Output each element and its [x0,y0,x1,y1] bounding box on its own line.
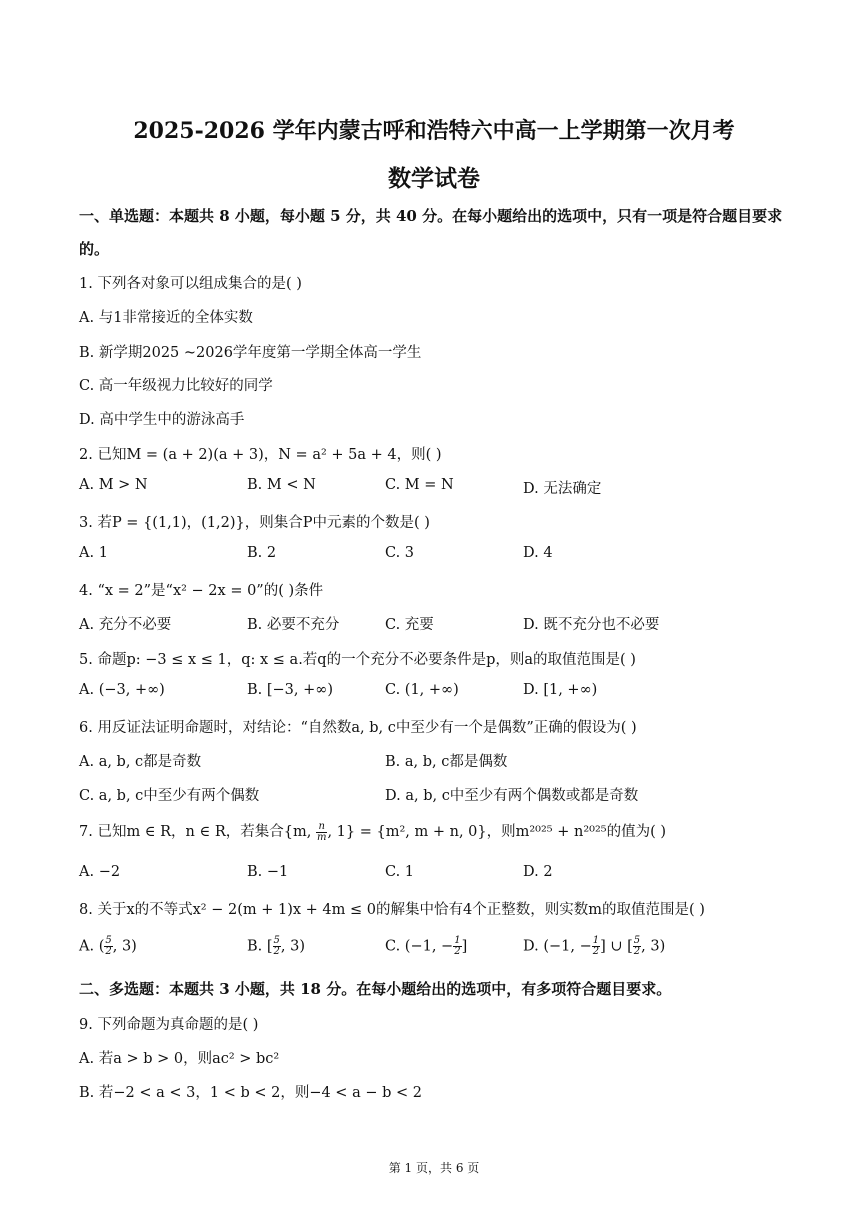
q9-option-b: B. 若−2 < a < 3，1 < b < 2，则−4 < a − b < 2 [79,1085,422,1101]
frac-num: 1 [592,935,600,946]
frac-num: 5 [105,935,112,946]
frac-num: 5 [273,935,280,946]
q1-option-d: D. 高中学生中的游泳高手 [79,412,245,428]
q5-option-c: C. (1, +∞) [385,682,459,698]
q7-frac-num: n [316,822,327,833]
section1-heading-line2: 的。 [79,240,110,258]
q9-option-a: A. 若a > b > 0，则ac² > bc² [79,1051,280,1067]
q8-stem: 8. 关于x的不等式x² − 2(m + 1)x + 4m ≤ 0的解集中恰有4个正整数，则实数m的取值范围是( ) [79,902,705,918]
q1-stem: 1. 下列各对象可以组成集合的是( ) [79,276,302,292]
q7-option-c: C. 1 [385,864,415,880]
frac-den: 2 [273,946,280,957]
frac-den: 2 [592,946,600,957]
q8-option-a [79,936,137,957]
q4-option-d: D. 既不充分也不必要 [523,617,660,633]
frac-den: 2 [105,946,112,957]
q7-option-b: B. −1 [247,864,289,880]
q3-option-a: A. 1 [79,545,108,561]
q4-option-c: C. 充要 [385,617,434,633]
q8-c-post: ] [461,938,468,955]
q1-option-a: A. 与1非常接近的全体实数 [79,310,253,326]
q8-a-pre: A. ( [79,938,105,955]
q3-option-d: D. 4 [523,545,553,561]
q4-option-b: B. 必要不充分 [247,617,340,633]
q6-option-b: B. a, b, c都是偶数 [385,754,508,770]
q4-option-a: A. 充分不必要 [79,617,172,633]
q5-stem: 5. 命题p: −3 ≤ x ≤ 1，q: x ≤ a.若q的一个充分不必要条件是p，则a的取值范围是( ) [79,652,636,668]
q7-option-d: D. 2 [523,864,553,880]
q5-option-b: B. [−3, +∞) [247,682,334,698]
q8-option-d [523,936,665,957]
q7-frac-den: m [316,831,327,843]
q3-stem: 3. 若P = {(1,1)，(1,2)}，则集合P中元素的个数是( ) [79,515,430,531]
q8-d-fraction-1 [592,936,600,957]
section2-heading: 二、多选题：本题共 3 小题，共 18 分。在每小题给出的选项中，有多项符合题目要求。 [79,980,672,998]
q8-option-c [385,936,467,957]
q6-option-a: A. a, b, c都是奇数 [79,754,202,770]
exam-title: 2025-2026 学年内蒙古呼和浩特六中高一上学期第一次月考 [133,118,735,144]
q8-d-pre: D. (−1, − [523,938,592,955]
q2-option-a: A. M > N [79,477,148,493]
exam-subtitle: 数学试卷 [388,165,480,192]
frac-den: 2 [454,946,461,957]
frac-num: 1 [454,935,461,946]
q2-option-c: C. M = N [385,477,454,493]
q1-option-c: C. 高一年级视力比较好的同学 [79,378,273,394]
q7-stem [79,820,666,843]
q3-option-b: B. 2 [247,545,277,561]
q8-b-fraction [273,936,281,957]
section1-heading-line1: 一、单选题：本题共 8 小题，每小题 5 分，共 40 分。在每小题给出的选项中，只有一项是符合题目要求 [79,207,783,225]
frac-den: 2 [633,946,641,957]
q8-a-fraction [104,936,112,957]
q7-stem-post: , 1} = {m², m + n, 0}，则m²⁰²⁵ + n²⁰²⁵的值为( ) [327,824,667,840]
q8-d-fraction-2 [633,936,641,957]
q6-option-c: C. a, b, c中至少有两个偶数 [79,788,260,804]
q8-b-post: , 3) [280,938,306,955]
q8-d-mid: ] ∪ [ [600,938,633,955]
q5-option-a: A. (−3, +∞) [79,682,165,698]
q8-c-fraction [453,936,461,957]
q7-option-a: A. −2 [79,864,121,880]
q3-option-c: C. 3 [385,545,415,561]
page-footer: 第 1 页，共 6 页 [388,1161,480,1175]
q8-option-b [247,936,305,957]
q4-stem: 4. “x = 2”是“x² − 2x = 0”的( )条件 [79,583,324,599]
q8-b-pre: B. [ [247,938,273,955]
frac-num: 5 [633,935,641,946]
q8-c-pre: C. (−1, − [385,938,454,955]
q8-a-post: , 3) [112,938,137,955]
q1-option-b: B. 新学期2025 ~2026学年度第一学期全体高一学生 [79,345,422,361]
q7-stem-pre: 7. 已知m ∈ R，n ∈ R，若集合{m, [79,824,316,840]
q6-stem: 6. 用反证法证明命题时，对结论：“自然数a, b, c中至少有一个是偶数”正确的假设为( ) [79,720,637,736]
q8-d-post: , 3) [641,938,666,955]
q2-option-d: D. 无法确定 [523,481,602,497]
q7-fraction [316,822,327,843]
q2-option-b: B. M < N [247,477,316,493]
q6-option-d: D. a, b, c中至少有两个偶数或都是奇数 [385,788,639,804]
q5-option-d: D. [1, +∞) [523,682,598,698]
q9-stem: 9. 下列命题为真命题的是( ) [79,1017,259,1033]
q2-stem: 2. 已知M = (a + 2)(a + 3)，N = a² + 5a + 4，则( ) [79,447,442,463]
